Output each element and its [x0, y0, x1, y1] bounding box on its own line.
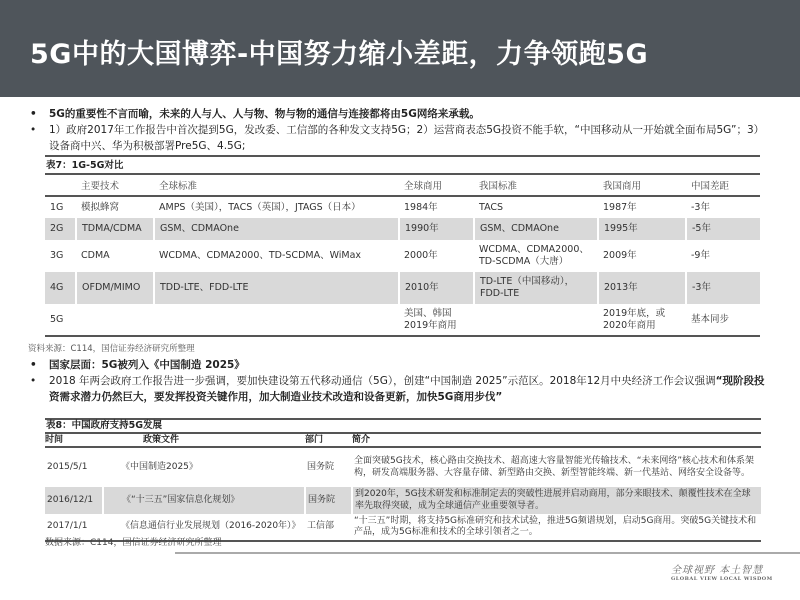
header-cell: 全球商用	[399, 174, 474, 196]
cell: 基本同步	[691, 313, 730, 325]
header-cell: 中国差距	[686, 174, 760, 196]
cell: 2017/1/1	[47, 521, 88, 532]
table-row	[45, 240, 760, 272]
cell: -3年	[691, 201, 710, 213]
slide-header	[0, 0, 800, 97]
table-1g-5g-comparison	[45, 155, 760, 337]
cell: AMPS（美国），TACS（英国），JTAGS（日本）	[159, 201, 361, 213]
bullet-icon: •	[30, 375, 37, 387]
cell: TD-LTE（中国移动），FDD-LTE	[474, 272, 598, 304]
cell: 2000年	[404, 250, 438, 261]
cell: 2013年	[598, 272, 686, 304]
mid-bullet-list	[28, 357, 773, 405]
bullet-text: 5G的重要性不言而喻，未来的人与人、人与物、物与物的通信与连接都将由5G网络来承载。	[49, 108, 480, 120]
cell	[154, 304, 399, 336]
header-cell: 部门	[305, 433, 352, 447]
cell: GSM、CDMAOne	[154, 218, 399, 240]
cell: 4G	[45, 272, 76, 304]
cell: -9年	[691, 250, 710, 261]
header-cell: 我国商用	[598, 174, 686, 196]
comparison-table	[45, 173, 760, 337]
table-caption: 表8：中国政府支持5G发展	[45, 418, 761, 432]
cell: CDMA	[81, 250, 110, 261]
cell: 到2020年，5G技术研发和标准制定去的突破性进展并启动商用，部分来眼技术、颠覆性技术在全球率先取得突破，成为全球通信产业重要领导者。	[352, 487, 761, 514]
cell: TACS	[479, 201, 504, 213]
cell: -5年	[686, 218, 760, 240]
cell: 模拟蜂窝	[81, 201, 120, 213]
bullet-icon: •	[30, 124, 37, 136]
cell	[76, 304, 154, 336]
table-gov-support-5g	[45, 418, 761, 542]
cell: 2010年	[399, 272, 474, 304]
top-bullet-list	[28, 106, 768, 154]
cell: 1984年	[404, 201, 438, 213]
table8-source: 数据来源：C114，国信证券经济研究所整理	[45, 538, 222, 548]
bullet-item	[28, 106, 768, 122]
cell: 3G	[50, 250, 64, 261]
cell: 工信部	[307, 521, 335, 532]
table-row	[45, 447, 761, 487]
header-cell: 主要技术	[76, 174, 154, 196]
table-header-row	[45, 433, 761, 447]
bullet-item	[28, 122, 768, 154]
cell: 国务院	[307, 461, 335, 472]
cell: 1G	[50, 201, 64, 213]
header-cell	[45, 174, 76, 196]
footer-logo	[671, 561, 773, 582]
bullet-item	[28, 373, 773, 405]
bullet-text: 2018 年两会政府工作报告进一步强调，要加快建设第五代移动通信（5G），创建“中国制造 2025”示范区。2018年12月中央经济工作会议强调	[49, 375, 716, 387]
cell: 国务院	[305, 487, 352, 514]
table-row	[45, 196, 760, 218]
cell: 2019年底，或 2020年商用	[603, 307, 666, 331]
cell	[474, 304, 598, 336]
cell: WCDMA、CDMA2000、TD-SCDMA、WiMax	[159, 250, 362, 261]
bullet-icon: •	[30, 108, 37, 120]
cell: GSM、CDMAOne	[474, 218, 598, 240]
cell: “十三五”时期，将支持5G标准研究和技术试验，推进5G频谱规划，启动5G商用。突破5G关键技术和产品，成为5G标准和技术的全球引领者之一。	[354, 515, 757, 537]
bullet-icon: •	[30, 359, 37, 371]
table7-source: 资料来源：C114，国信证券经济研究所整理	[28, 344, 195, 354]
header-cell: 全球标准	[154, 174, 399, 196]
cell: 《中国制造2025》	[121, 461, 198, 472]
cell: 1995年	[598, 218, 686, 240]
cell: 2016/12/1	[45, 487, 103, 514]
table-row	[45, 304, 760, 336]
policy-table	[45, 432, 761, 542]
cell: -3年	[686, 272, 760, 304]
header-cell: 简介	[352, 433, 761, 447]
cell: 5G	[50, 313, 64, 325]
bullet-text: 国家层面：5G被列入《中国制造 2025》	[49, 359, 245, 371]
cell: 2015/5/1	[47, 461, 88, 472]
cell: 2G	[45, 218, 76, 240]
table-row	[45, 218, 760, 240]
footer-divider	[175, 552, 800, 554]
bullet-text: 1）政府2017年工作报告中首次提到5G，发改委、工信部的各种发文支持5G；2）运营商表态5G投资不能手软，“中国移动从一开始就全面布局5G”；3）设备商中兴、华为积极部署Pre5G、4.5G;	[49, 124, 765, 152]
table-caption: 表7：1G-5G对比	[45, 155, 760, 173]
cell: WCDMA、CDMA2000、TD-SCDMA（大唐）	[479, 244, 589, 267]
cell: 全面突破5G技术，核心路由交换技术、超高速大容量智能光传输技术、“未来网络”核心技术和体系架构，研发高端服务器、大容量存储、新型路由交换、新型智能终端、新一代基站、网络安全设备等。	[354, 456, 755, 478]
header-cell: 时间	[45, 433, 103, 447]
header-cell: 我国标准	[474, 174, 598, 196]
footer-slogan-en: GLOBAL VIEW LOCAL WISDOM	[671, 576, 773, 582]
cell: 1987年	[603, 201, 637, 213]
footer-slogan-cn: 全球视野 本土智慧	[671, 565, 764, 576]
cell: 美国、韩国 2019年商用	[404, 307, 457, 331]
cell: 《“十三五”国家信息化规划》	[103, 487, 305, 514]
bullet-item	[28, 357, 773, 373]
cell: TDMA/CDMA	[76, 218, 154, 240]
table-header-row	[45, 174, 760, 196]
cell: 1990年	[399, 218, 474, 240]
slide-title: 5G中的大国博弈-中国努力缩小差距，力争领跑5G	[30, 39, 649, 70]
cell: TDD-LTE、FDD-LTE	[154, 272, 399, 304]
cell: 2009年	[603, 250, 637, 261]
header-cell: 政策文件	[103, 433, 305, 447]
cell: 《信息通信行业发展规划（2016-2020年）》	[121, 521, 301, 532]
bullet-quote: “现阶段投资需求潜力仍然巨大，要发挥投资关键作用，加大制造业技术改造和设备更新，加快5G商用步伐”	[49, 375, 765, 403]
table-row	[45, 487, 761, 514]
cell: OFDM/MIMO	[76, 272, 154, 304]
table-row	[45, 272, 760, 304]
